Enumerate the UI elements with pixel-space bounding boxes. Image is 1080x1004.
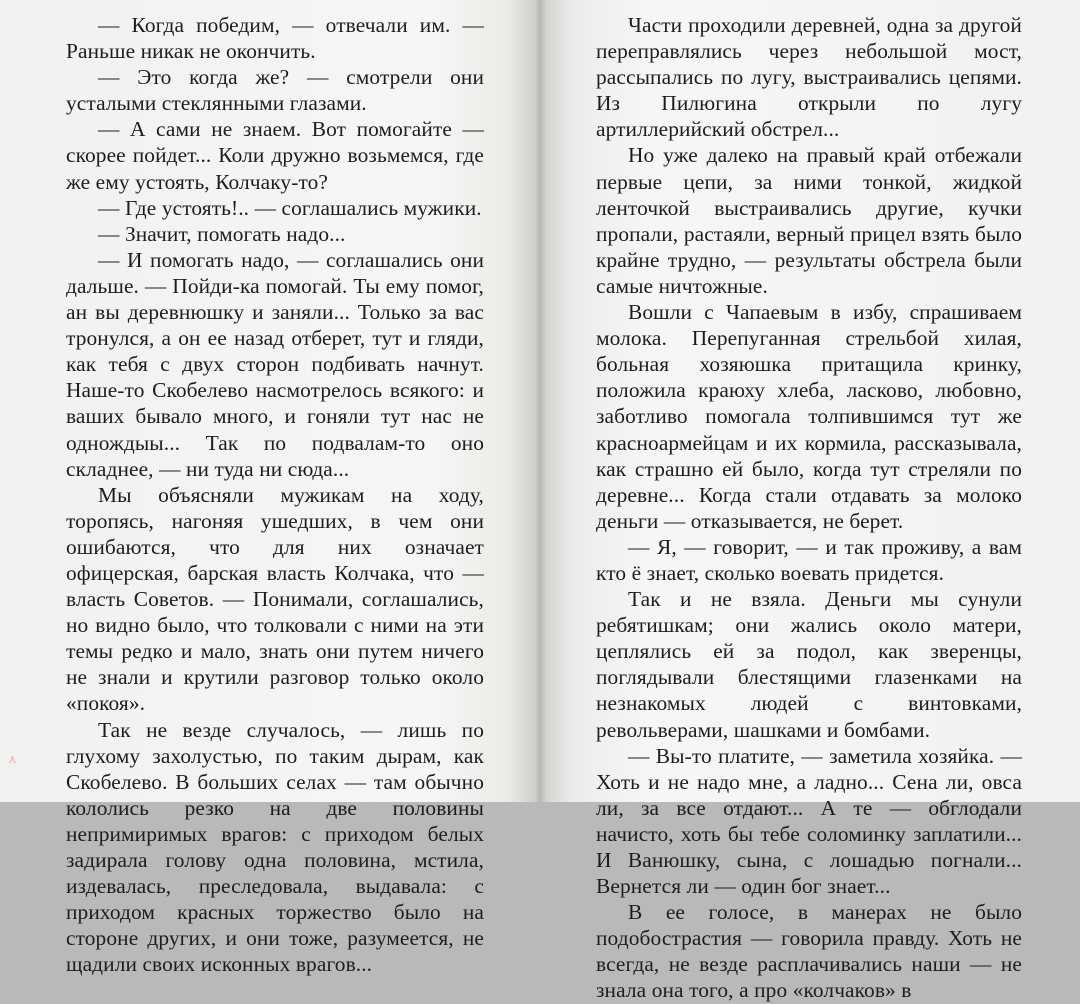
paragraph: Так и не взяла. Деньги мы сунули ребятишкам; они жались около матери, цеплялись ей за подол, как зверенцы, поглядывали блестящими глазенками на незнакомых людей с винтовками, револьверами, шашками и бомбами. [596, 587, 1022, 742]
paragraph: — А сами не знаем. Вот помогайте — скорее пойдет... Коли дружно возьмемся, где же ему устоять, Колчаку-то? [66, 117, 484, 194]
paragraph: — Я, — говорит, — и так проживу, а вам кто ё знает, сколько воевать придется. [596, 534, 1022, 585]
left-page-text [66, 12, 484, 977]
paragraph: — Значит, помогать надо... [98, 221, 346, 246]
page-edge-mark: ⋏ [8, 752, 17, 766]
paragraph: Вошли с Чапаевым в избу, спрашиваем молока. Перепуганная стрельбой хилая, больная хозяюшка притащила кринку, положила краюху хлеба, ласково, любовно, заботливо помогала толпившимся тут же красноармейцам и их кормила, рассказывала, как страшно ей было, когда тут стреляли по деревне... Когда стали отдавать за молоко деньги — отказывается, не берет. [596, 300, 1022, 533]
paragraph: Но уже далеко на правый край отбежали первые цепи, за ними тонкой, жидкой ленточкой выстраивались другие, кучки пропали, растаяли, верный прицел взять было крайне трудно, — результаты обстрела были самые ничтожные. [596, 143, 1022, 298]
left-page [0, 0, 532, 977]
paragraph: — Где устоять!.. — соглашались мужики. [98, 195, 482, 220]
paragraph: — Это когда же? — смотрели они усталыми стеклянными глазами. [66, 65, 484, 116]
paragraph: — Вы-то платите, — заметила хозяйка. — Хоть и не надо мне, а ладно... Сена ли, овса ли, за все отдают... А те — обглодали начисто, хоть бы тебе соломинку заплатили... И Ванюшку, сына, с лошадью погнали... Вернется ли — один бог знает... [596, 743, 1022, 899]
right-page-text [596, 12, 1022, 1004]
paragraph: — Когда победим, — отвечали им. — Раньше никак не окончить. [66, 13, 484, 64]
paragraph: В ее голосе, в манерах не было подобострастия — говорила правду. Хоть не всегда, не везде расплачивались наши — не знала она того, а про «колчаков» в [596, 900, 1022, 1003]
right-page [548, 0, 1080, 1003]
paragraph: — И помогать надо, — соглашались они дальше. — Пойди-ка помогай. Ты ему помог, ан вы деревнюшку и заняли... Только за вас тронулся, а он ее назад отберет, тут и гляди, как тебя с двух сторон подбивать начнут. Наше-то Скобелево насмотрелось всякого: и ваших бывало много, и гоняли тут нас не однождыы... Так по подвалам-то оно складнее, — ни туда ни сюда... [66, 247, 484, 481]
paragraph: Части проходили деревней, одна за другой переправлялись через небольшой мост, рассыпались по лугу, выстраивались цепями. Из Пилюгина открыли по лугу артиллерийский обстрел... [596, 13, 1022, 142]
paragraph: Мы объясняли мужикам на ходу, торопясь, нагоняя ушедших, в чем они ошибаются, что для них означает офицерская, барская власть Колчака, что — власть Советов. — Понимали, соглашались, но видно было, что толковали с ними на эти темы редко и мало, знать они путем ничего не знали и крутили разговор только около «покоя». [66, 482, 484, 716]
paragraph: Так не везде случалось, — лишь по глухому захолустью, по таким дырам, как Скобелево. В больших селах — там обычно кололись резко на две половины непримиримых врагов: с приходом белых задирала голову одна половина, мстила, издевалась, преследовала, выдавала: с приходом красных торжество было на стороне других, и они тоже, разумеется, не щадили своих исконных врагов... [66, 717, 484, 977]
